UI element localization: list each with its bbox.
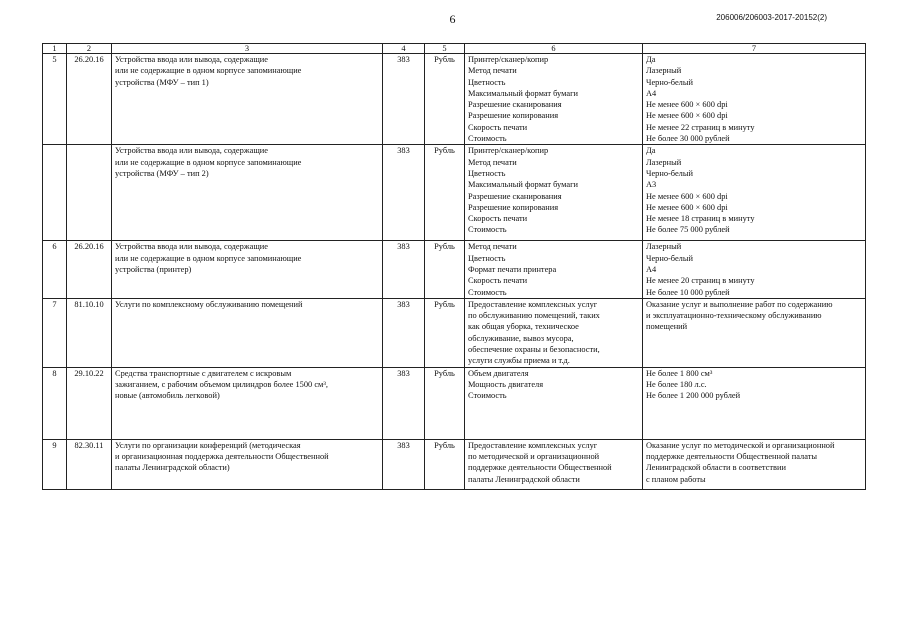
characteristic: Метод печати bbox=[468, 157, 517, 167]
unit-code: 383 bbox=[383, 241, 425, 298]
characteristic-value: и эксплуатационно-техническому обслуживанию bbox=[646, 311, 822, 321]
unit-name: Рубль bbox=[425, 54, 465, 145]
characteristic: Цветность bbox=[468, 253, 506, 263]
characteristic: обслуживание, вывоз мусора, bbox=[468, 333, 574, 343]
okpd-code: 29.10.22 bbox=[67, 367, 112, 439]
unit-name: Рубль bbox=[425, 145, 465, 241]
column-number-row bbox=[43, 44, 866, 54]
characteristic-value: Не более 180 л.с. bbox=[646, 379, 707, 389]
item-name: Услуги по организации конференций (методическая и организационная поддержка деятельности Общественной палаты Ленинградской области) bbox=[112, 439, 383, 489]
values-cell bbox=[643, 367, 866, 439]
unit-name: Рубль bbox=[425, 367, 465, 439]
characteristic: Скорость печати bbox=[468, 276, 528, 286]
okpd-code: 26.20.16 bbox=[67, 241, 112, 298]
characteristic-value: А3 bbox=[646, 180, 657, 190]
column-number: 5 bbox=[425, 44, 465, 54]
characteristics-cell bbox=[465, 54, 643, 145]
okpd-code: 26.20.16 bbox=[67, 54, 112, 145]
characteristic: Цветность bbox=[468, 77, 506, 87]
characteristic: Предоставление комплексных услуг bbox=[468, 299, 598, 309]
unit-name: Рубль bbox=[425, 439, 465, 489]
characteristic-value: Не более 10 000 рублей bbox=[646, 287, 730, 297]
unit-code: 383 bbox=[383, 439, 425, 489]
specification-table bbox=[42, 43, 866, 490]
characteristic: поддержке деятельности Общественной bbox=[468, 463, 612, 473]
item-name: Устройства ввода или вывода, содержащие или не содержащие в одном корпусе запоминающие устройства (МФУ – тип 2) bbox=[112, 145, 383, 241]
characteristic-value: поддержке деятельности Общественной палаты bbox=[646, 451, 818, 461]
characteristic-value: Не более 75 000 рублей bbox=[646, 225, 730, 235]
characteristic: Цветность bbox=[468, 168, 506, 178]
okpd-code: 81.10.10 bbox=[67, 298, 112, 367]
item-name: Устройства ввода или вывода, содержащие или не содержащие в одном корпусе запоминающие устройства (МФУ – тип 1) bbox=[112, 54, 383, 145]
values-cell bbox=[643, 439, 866, 489]
characteristic-value: Не более 1 800 см³ bbox=[646, 368, 713, 378]
unit-code: 383 bbox=[383, 367, 425, 439]
unit-code: 383 bbox=[383, 54, 425, 145]
characteristic-value: Черно-белый bbox=[646, 77, 693, 87]
characteristics-cell bbox=[465, 367, 643, 439]
characteristic: Максимальный формат бумаги bbox=[468, 88, 579, 98]
column-number: 7 bbox=[643, 44, 866, 54]
characteristic-value: Не менее 600 × 600 dpi bbox=[646, 111, 728, 121]
table-row bbox=[43, 241, 866, 298]
row-number: 7 bbox=[43, 298, 67, 367]
row-number: 9 bbox=[43, 439, 67, 489]
characteristic: Метод печати bbox=[468, 66, 517, 76]
characteristic-value: Черно-белый bbox=[646, 253, 693, 263]
characteristic: Разрешение копирования bbox=[468, 202, 559, 212]
table-row bbox=[43, 145, 866, 241]
characteristic-value: с планом работы bbox=[646, 474, 706, 484]
okpd-code: 82.30.11 bbox=[67, 439, 112, 489]
characteristic-value: Не менее 600 × 600 dpi bbox=[646, 100, 728, 110]
characteristics-cell bbox=[465, 145, 643, 241]
characteristic-value: Лазерный bbox=[646, 66, 682, 76]
item-name: Услуги по комплексному обслуживанию помещений bbox=[112, 298, 383, 367]
characteristic: Мощность двигателя bbox=[468, 379, 544, 389]
row-number: 5 bbox=[43, 54, 67, 145]
unit-name: Рубль bbox=[425, 241, 465, 298]
characteristic: Метод печати bbox=[468, 242, 517, 252]
characteristic: Стоимость bbox=[468, 391, 507, 401]
characteristic-value: А4 bbox=[646, 88, 657, 98]
characteristic: Скорость печати bbox=[468, 214, 528, 224]
column-number: 3 bbox=[112, 44, 383, 54]
unit-code: 383 bbox=[383, 298, 425, 367]
characteristic-value: Лазерный bbox=[646, 242, 682, 252]
page-number: 6 bbox=[449, 12, 456, 26]
characteristics-cell bbox=[465, 298, 643, 367]
characteristic: Максимальный формат бумаги bbox=[468, 180, 579, 190]
characteristics-cell bbox=[465, 439, 643, 489]
characteristic: Разрешение сканирования bbox=[468, 100, 562, 110]
unit-code: 383 bbox=[383, 145, 425, 241]
characteristic: Стоимость bbox=[468, 225, 507, 235]
characteristic: Скорость печати bbox=[468, 122, 528, 132]
characteristic-value: Не более 30 000 рублей bbox=[646, 134, 730, 144]
characteristic-value: Черно-белый bbox=[646, 168, 693, 178]
unit-name: Рубль bbox=[425, 298, 465, 367]
characteristic-value: Да bbox=[646, 146, 656, 156]
table-row bbox=[43, 367, 866, 439]
characteristic-value: Не менее 600 × 600 dpi bbox=[646, 191, 728, 201]
characteristic-value: помещений bbox=[646, 322, 688, 332]
characteristic-value: Оказание услуг по методической и организационной bbox=[646, 440, 835, 450]
table-row bbox=[43, 54, 866, 145]
characteristic-value: Не менее 600 × 600 dpi bbox=[646, 202, 728, 212]
table-row bbox=[43, 439, 866, 489]
column-number: 4 bbox=[383, 44, 425, 54]
characteristic: по обслуживанию помещений, таких bbox=[468, 311, 600, 321]
row-number: 6 bbox=[43, 241, 67, 298]
values-cell bbox=[643, 145, 866, 241]
characteristic: Разрешение копирования bbox=[468, 111, 559, 121]
values-cell bbox=[643, 54, 866, 145]
values-cell bbox=[643, 298, 866, 367]
characteristic: Объем двигателя bbox=[468, 368, 529, 378]
characteristic: палаты Ленинградской области bbox=[468, 474, 580, 484]
characteristic-value: Не менее 20 страниц в минуту bbox=[646, 276, 755, 286]
characteristic: Принтер/сканер/копир bbox=[468, 146, 549, 156]
column-number: 1 bbox=[43, 44, 67, 54]
characteristic-value: Оказание услуг и выполнение работ по содержанию bbox=[646, 299, 833, 309]
characteristic-value: Лазерный bbox=[646, 157, 682, 167]
characteristic-value: Да bbox=[646, 55, 656, 64]
characteristic-value: Не более 1 200 000 рублей bbox=[646, 391, 741, 401]
characteristic: как общая уборка, техническое bbox=[468, 322, 579, 332]
document-code: 206006/206003-2017-20152(2) bbox=[716, 13, 827, 22]
characteristic: услуги службы приема и т.д. bbox=[468, 356, 570, 366]
characteristic: Формат печати принтера bbox=[468, 264, 557, 274]
characteristic: Предоставление комплексных услуг bbox=[468, 440, 598, 450]
characteristic-value: Не менее 22 страниц в минуту bbox=[646, 122, 755, 132]
characteristic-value: Не менее 18 страниц в минуту bbox=[646, 214, 755, 224]
characteristic: Разрешение сканирования bbox=[468, 191, 562, 201]
row-number: 8 bbox=[43, 367, 67, 439]
characteristics-cell bbox=[465, 241, 643, 298]
characteristic-value: А4 bbox=[646, 264, 657, 274]
characteristic: Стоимость bbox=[468, 134, 507, 144]
characteristic: обеспечение охраны и безопасности, bbox=[468, 345, 600, 355]
characteristic-value: Ленинградской области в соответствии bbox=[646, 463, 786, 473]
row-number bbox=[43, 145, 67, 241]
characteristic: по методической и организационной bbox=[468, 451, 600, 461]
table-row bbox=[43, 298, 866, 367]
item-name: Средства транспортные с двигателем с искровым зажиганием, с рабочим объемом цилиндров более 1500 см³, новые (автомобиль легковой) bbox=[112, 367, 383, 439]
characteristic: Принтер/сканер/копир bbox=[468, 55, 549, 64]
values-cell bbox=[643, 241, 866, 298]
okpd-code bbox=[67, 145, 112, 241]
item-name: Устройства ввода или вывода, содержащие или не содержащие в одном корпусе запоминающие устройства (принтер) bbox=[112, 241, 383, 298]
characteristic: Стоимость bbox=[468, 287, 507, 297]
column-number: 2 bbox=[67, 44, 112, 54]
column-number: 6 bbox=[465, 44, 643, 54]
